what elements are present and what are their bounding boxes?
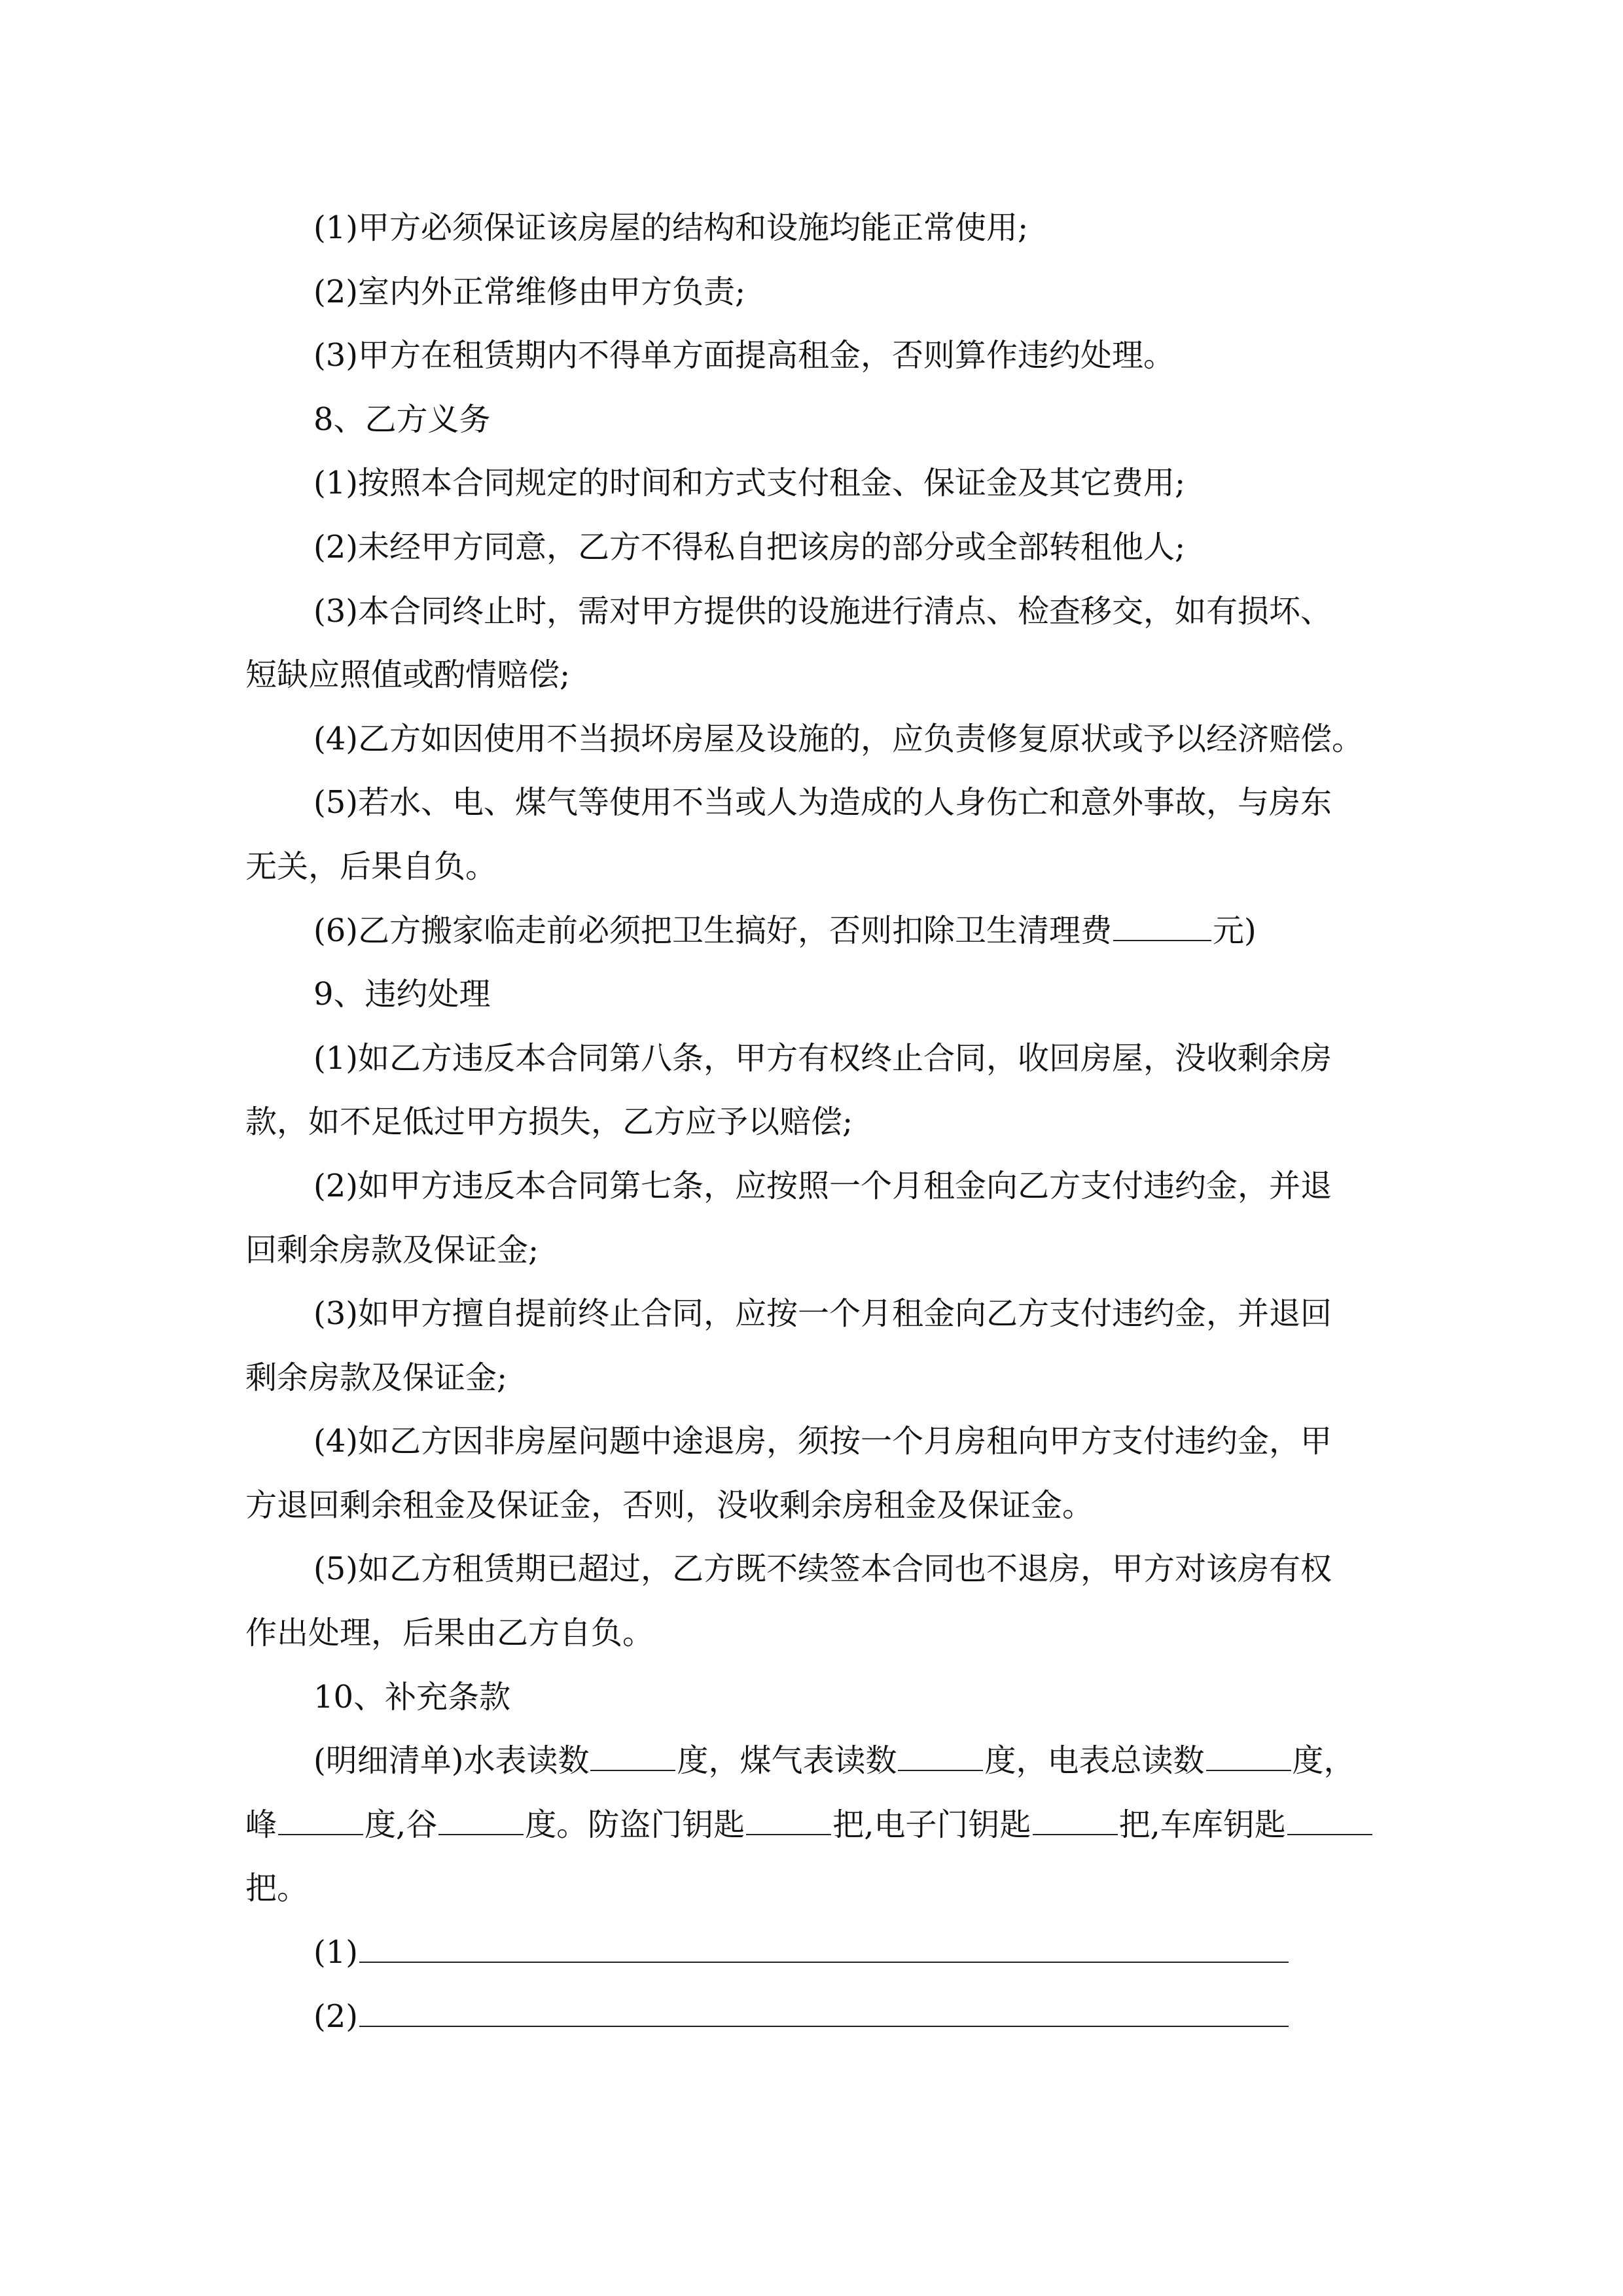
text-line bbox=[245, 835, 1397, 899]
text-line-content: 作出处理，后果由乙方自负。 bbox=[245, 1615, 654, 1652]
electric-reading-blank[interactable] bbox=[1206, 1734, 1291, 1771]
text-line bbox=[245, 324, 1397, 388]
garage-key-label: 把,车库钥匙 bbox=[1118, 1806, 1286, 1843]
text-line bbox=[245, 708, 1397, 772]
text-line-content: (1)按照本合同规定的时间和方式支付租金、保证金及其它费用; bbox=[313, 465, 1186, 502]
text-line bbox=[245, 1219, 1397, 1283]
text-line-content: 9、违约处理 bbox=[313, 976, 491, 1013]
meter-line-3 bbox=[245, 1857, 1397, 1921]
text-line-content: (3)甲方在租赁期内不得单方面提高租金，否则算作违约处理。 bbox=[313, 337, 1175, 374]
text-line-content: 剩余房款及保证金; bbox=[245, 1359, 508, 1396]
security-door-key-blank[interactable] bbox=[746, 1799, 831, 1835]
meter-line3-text: 把。 bbox=[245, 1870, 309, 1907]
electronic-door-key-label: 把,电子门钥匙 bbox=[832, 1806, 1031, 1843]
meter-line-1 bbox=[245, 1729, 1397, 1793]
text-line bbox=[245, 771, 1397, 835]
text-line-content: 8、乙方义务 bbox=[313, 401, 491, 438]
text-line-content: (2)如甲方违反本合同第七条，应按照一个月租金向乙方支付违约金，并退 bbox=[313, 1167, 1332, 1204]
text-line bbox=[245, 1537, 1397, 1602]
text-line bbox=[245, 260, 1397, 325]
text-line-content: (3)如甲方擅自提前终止合同，应按一个月租金向乙方支付违约金，并退回 bbox=[313, 1295, 1332, 1333]
blank-item-2 bbox=[245, 1985, 1397, 2049]
gas-reading-blank[interactable] bbox=[898, 1734, 983, 1771]
text-line bbox=[245, 1410, 1397, 1474]
text-line-content: (5)若水、电、煤气等使用不当或人为造成的人身伤亡和意外事故，与房东 bbox=[313, 784, 1332, 821]
text-line bbox=[245, 1027, 1397, 1091]
text-line bbox=[245, 388, 1397, 452]
text-lines bbox=[245, 196, 1397, 1729]
text-line-content: 短缺应照值或酌情赔偿; bbox=[245, 656, 571, 694]
text-line-content: (1)甲方必须保证该房屋的结构和设施均能正常使用; bbox=[313, 209, 1029, 246]
security-door-key-label: 度。防盗门钥匙 bbox=[525, 1806, 745, 1843]
text-line-content: (4)乙方如因使用不当损坏房屋及设施的，应负责修复原状或予以经济赔偿。 bbox=[313, 720, 1363, 757]
text-line-content: (2)室内外正常维修由甲方负责; bbox=[313, 273, 746, 310]
peak-label: 峰 bbox=[245, 1806, 277, 1843]
text-line-suffix: 元) bbox=[1213, 912, 1257, 949]
cleaning-fee-blank[interactable] bbox=[1113, 905, 1211, 941]
text-line-content: 无关，后果自负。 bbox=[245, 848, 497, 885]
blank-item-line[interactable] bbox=[359, 1990, 1289, 2027]
meter-line1-end: 度， bbox=[1292, 1742, 1355, 1780]
text-line-content: (4)如乙方因非房屋问题中途退房，须按一个月房租向甲方支付违约金，甲 bbox=[313, 1423, 1332, 1460]
meter-gas-label: 度，煤气表读数 bbox=[677, 1742, 897, 1780]
blank-item-1 bbox=[245, 1921, 1397, 1985]
text-line bbox=[245, 1474, 1397, 1538]
blank-item-label: (1) bbox=[313, 1934, 358, 1971]
text-line bbox=[245, 1090, 1397, 1155]
blank-item-line[interactable] bbox=[359, 1926, 1289, 1963]
text-line-content: (1)如乙方违反本合同第八条，甲方有权终止合同，收回房屋，没收剩余房 bbox=[313, 1039, 1332, 1077]
text-line bbox=[245, 963, 1397, 1027]
water-reading-blank[interactable] bbox=[590, 1734, 675, 1771]
garage-key-blank[interactable] bbox=[1287, 1799, 1372, 1835]
text-line-content: 10、补充条款 bbox=[313, 1678, 511, 1715]
meter-water-label: (明细清单)水表读数 bbox=[313, 1742, 590, 1780]
text-line bbox=[245, 1602, 1397, 1666]
text-line bbox=[245, 196, 1397, 260]
text-line-content: (5)如乙方租赁期已超过，乙方既不续签本合同也不退房，甲方对该房有权 bbox=[313, 1551, 1332, 1588]
text-line bbox=[245, 452, 1397, 516]
text-line bbox=[245, 899, 1397, 963]
text-line bbox=[245, 580, 1397, 644]
contract-body bbox=[245, 196, 1397, 2049]
text-line bbox=[245, 1346, 1397, 1410]
valley-label: 度,谷 bbox=[365, 1806, 438, 1843]
text-line-content: 款，如不足低过甲方损失，乙方应予以赔偿; bbox=[245, 1103, 853, 1141]
peak-reading-blank[interactable] bbox=[278, 1799, 363, 1835]
text-line bbox=[245, 1666, 1397, 1730]
meter-line-2 bbox=[245, 1793, 1397, 1857]
electronic-door-key-blank[interactable] bbox=[1033, 1799, 1118, 1835]
valley-reading-blank[interactable] bbox=[438, 1799, 524, 1835]
text-line bbox=[245, 1282, 1397, 1346]
text-line bbox=[245, 1155, 1397, 1219]
text-line-content: (3)本合同终止时，需对甲方提供的设施进行清点、检查移交，如有损坏、 bbox=[313, 592, 1332, 630]
text-line-content: 方退回剩余租金及保证金，否则，没收剩余房租金及保证金。 bbox=[245, 1486, 1094, 1524]
text-line-content: (6)乙方搬家临走前必须把卫生搞好，否则扣除卫生清理费 bbox=[313, 912, 1112, 949]
text-line bbox=[245, 643, 1397, 708]
text-line bbox=[245, 516, 1397, 580]
blank-item-label: (2) bbox=[313, 1998, 358, 2035]
meter-electric-label: 度，电表总读数 bbox=[984, 1742, 1205, 1780]
text-line-content: 回剩余房款及保证金; bbox=[245, 1231, 539, 1268]
text-line-content: (2)未经甲方同意，乙方不得私自把该房的部分或全部转租他人; bbox=[313, 528, 1186, 565]
